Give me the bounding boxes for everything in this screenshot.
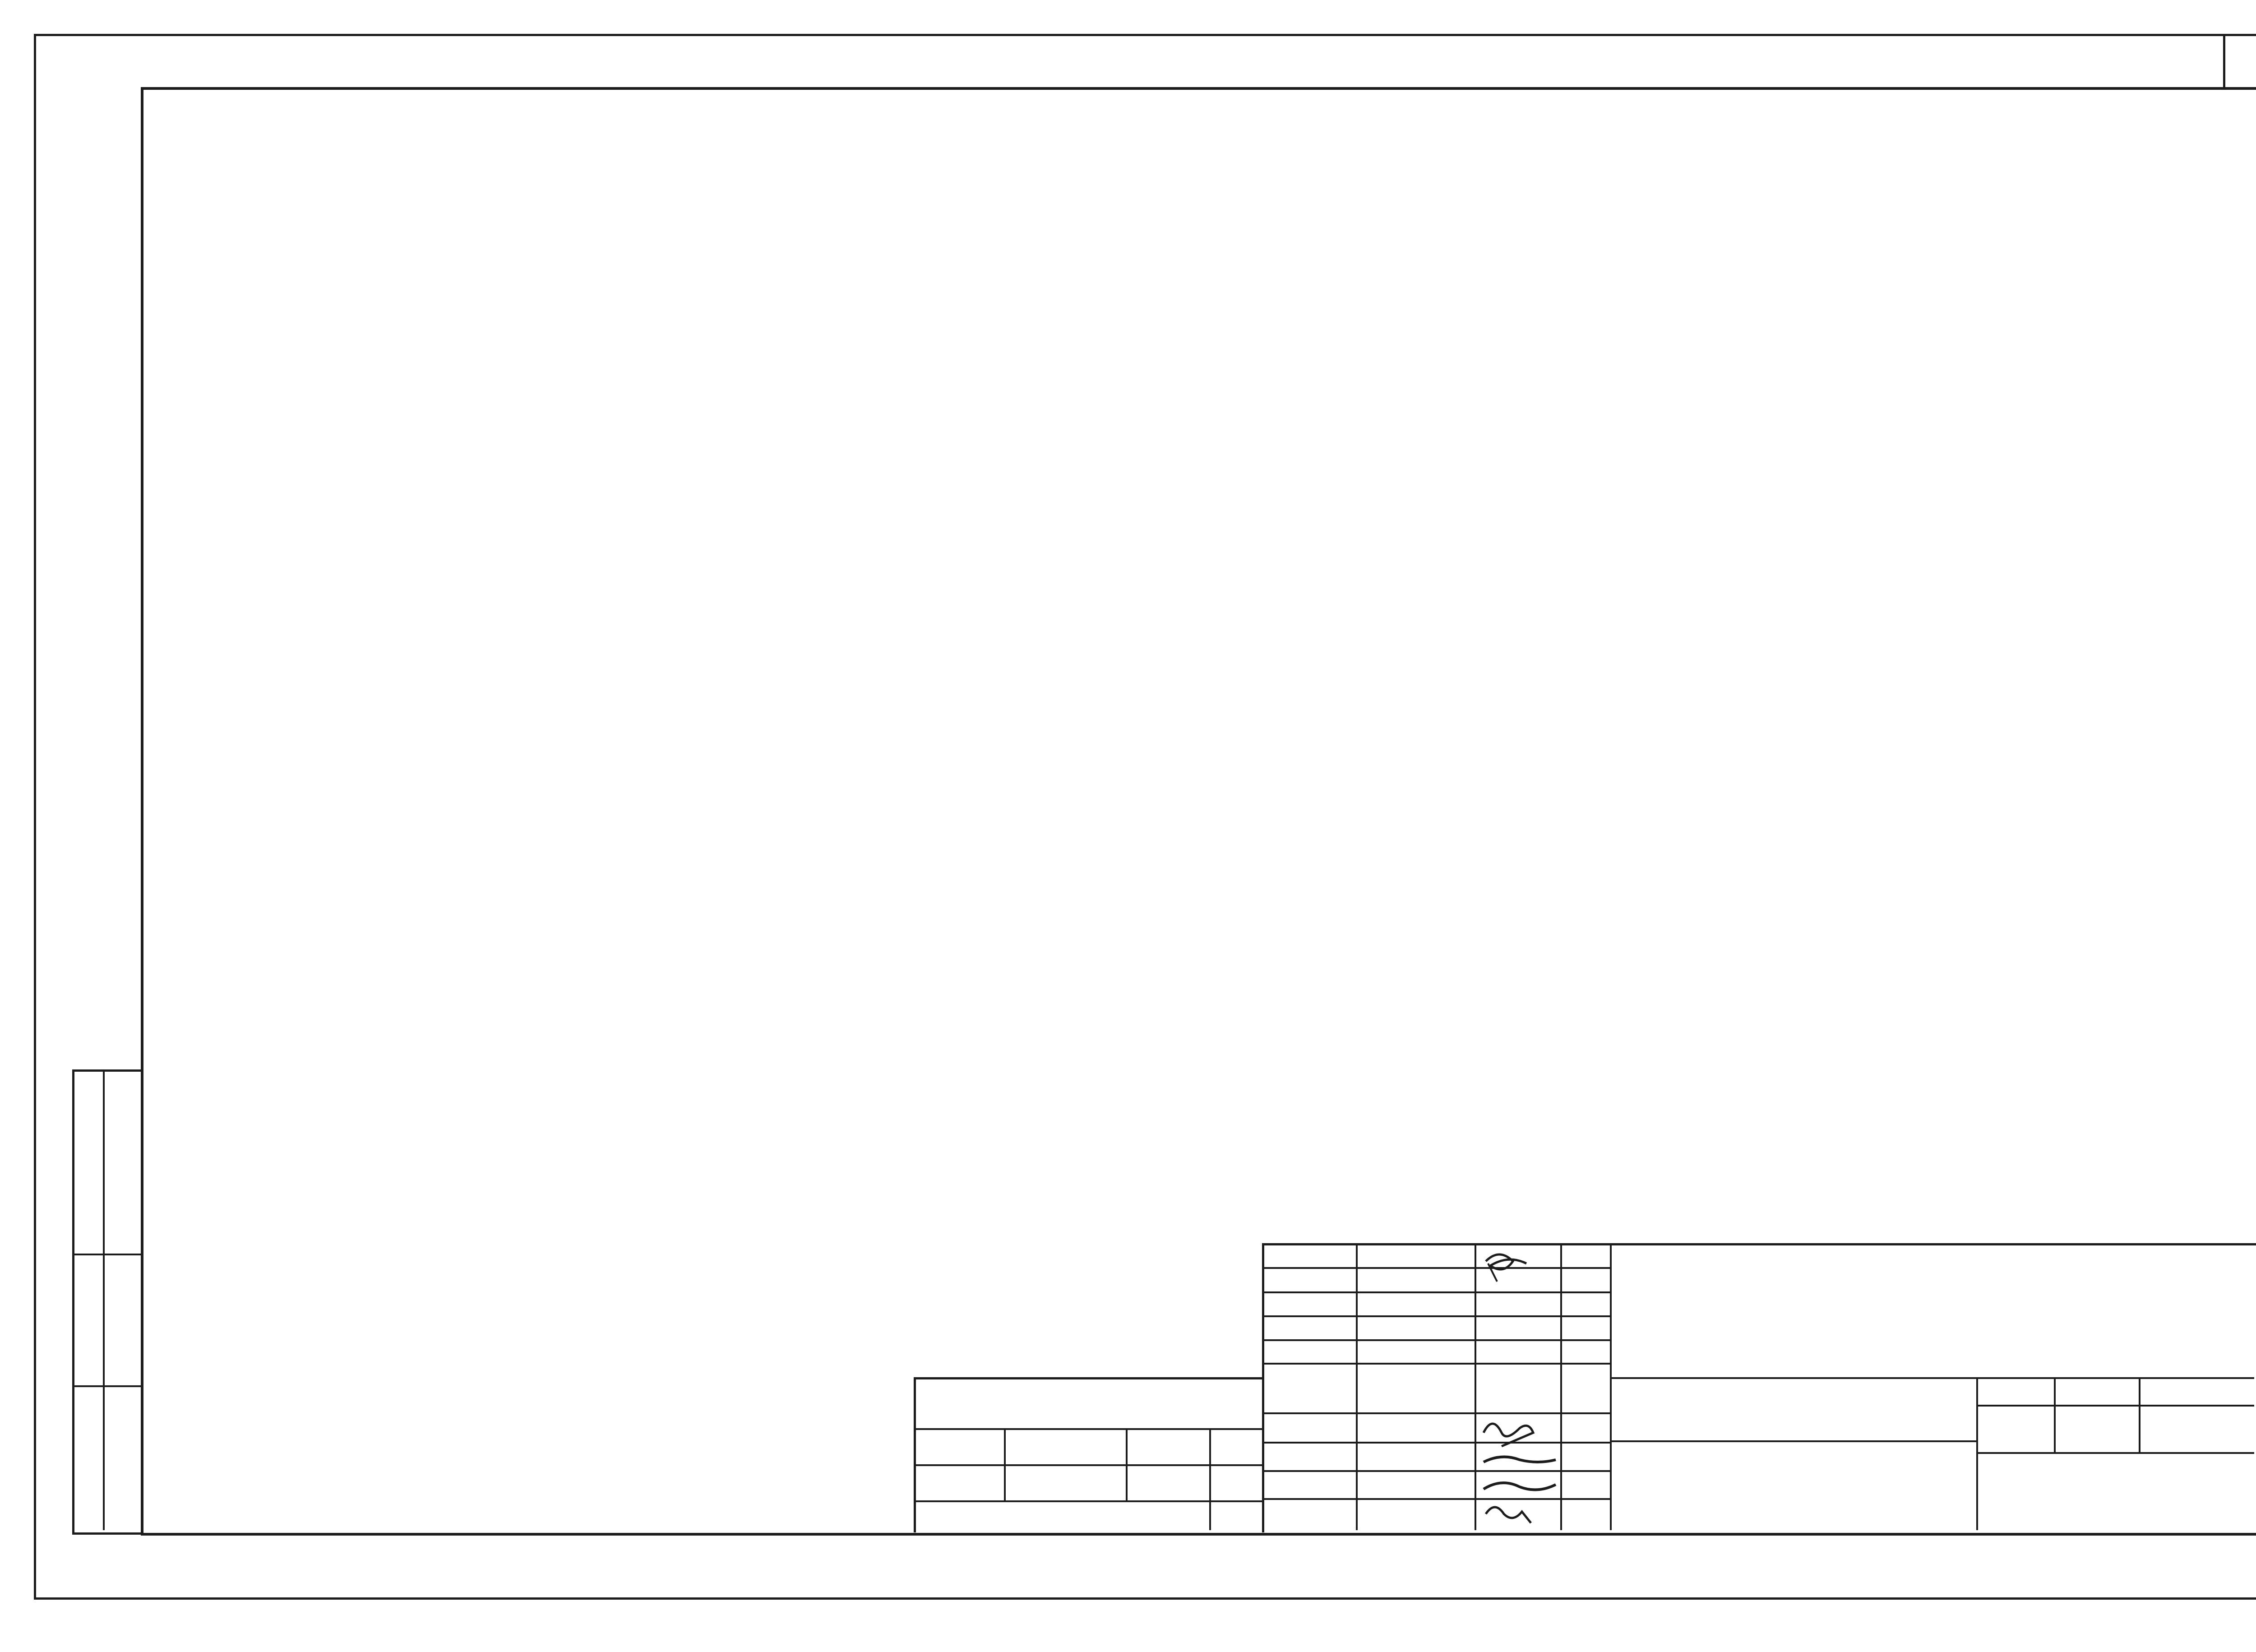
sheet-number-box [2223,36,2256,89]
left-table [141,182,1128,1211]
right-table [1258,182,2251,989]
signature-scribbles [1475,1243,1610,1530]
side-stamp [72,1069,143,1535]
